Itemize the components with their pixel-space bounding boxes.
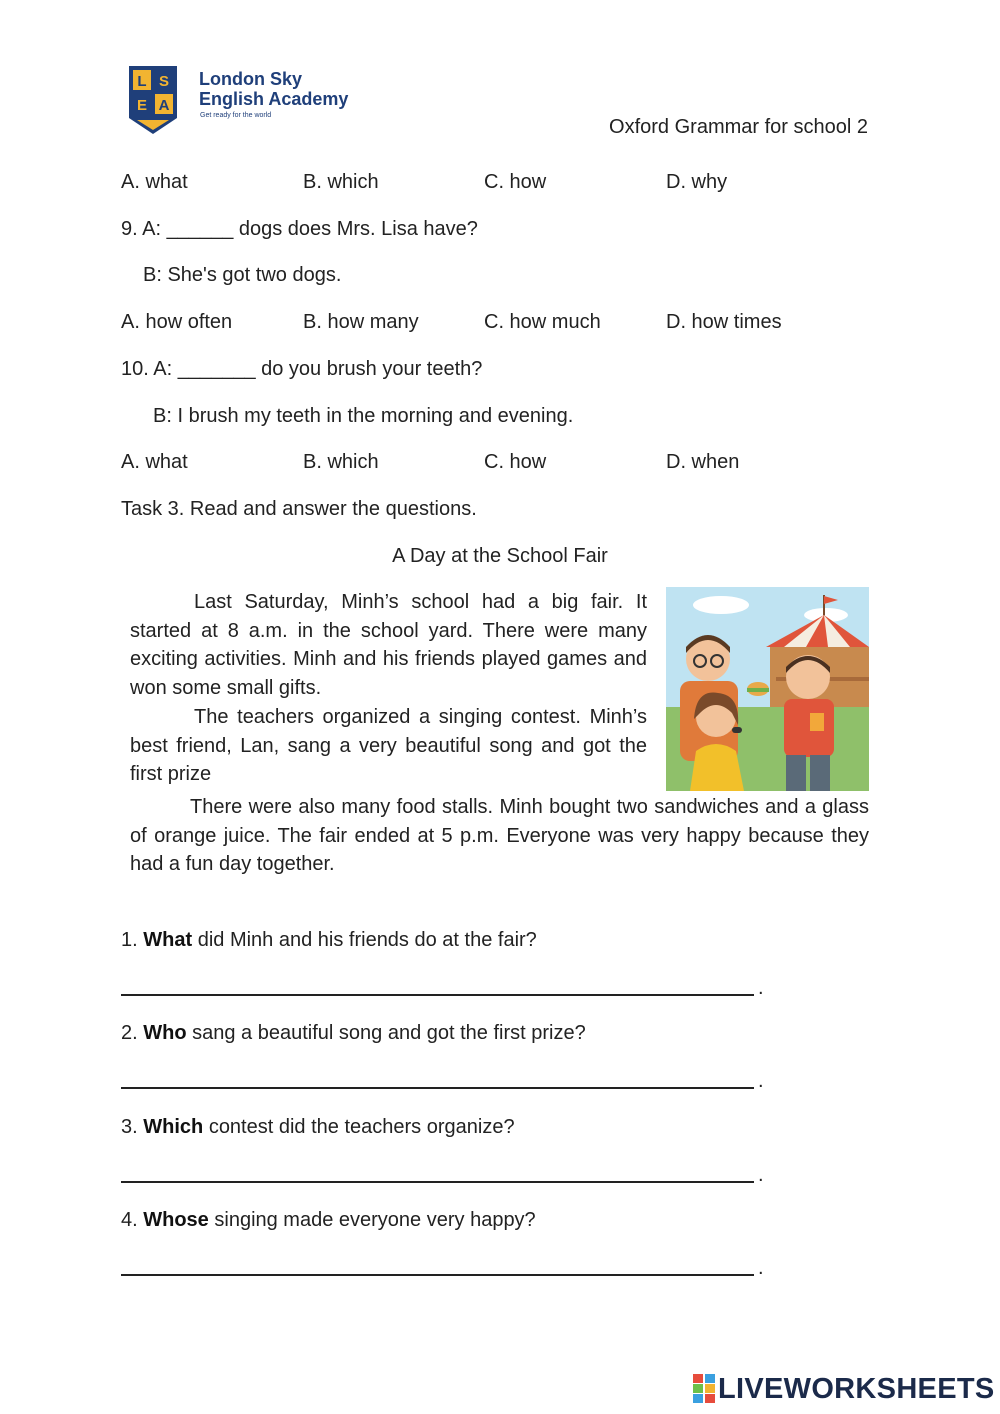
answer-3-period: .: [758, 1164, 764, 1186]
q8-option-b: B. which: [303, 171, 379, 193]
answer-line-4[interactable]: [121, 1274, 754, 1276]
subject-title: Oxford Grammar for school 2: [609, 116, 868, 138]
q9-option-c: C. how much: [484, 311, 601, 333]
logo-letter-e: E: [136, 97, 148, 114]
q8-option-c: C. how: [484, 171, 547, 193]
q9-answer: B: She's got two dogs.: [143, 264, 342, 286]
story-paragraph-1: Last Saturday, Minh’s school had a big fair. It started at 8 a.m. in the school yard. There were many exciting activities. Minh and his friends played games and won some small gifts.: [130, 591, 647, 700]
logo-letter-l: L: [137, 73, 147, 90]
logo-letter-s: S: [158, 73, 170, 90]
q10-option-d: D. when: [666, 451, 740, 473]
story-paragraph-2: The teachers organized a singing contest. Minh’s best friend, Lan, sang a very beautiful song and got the first prize: [130, 706, 647, 786]
q10-option-b: B. which: [303, 451, 379, 473]
q10-option-a: A. what: [121, 451, 188, 473]
question-1: [121, 928, 537, 952]
question-1-text: did Minh and his friends do at the fair?: [197, 929, 537, 951]
question-4: [121, 1208, 536, 1232]
question-2-text: sang a beautiful song and got the first prize?: [192, 1022, 586, 1044]
answer-line-1[interactable]: [121, 994, 754, 996]
answer-line-2[interactable]: [121, 1087, 754, 1089]
q9-option-a: A. how often: [121, 311, 233, 333]
q9-option-b: B. how many: [303, 311, 419, 333]
answer-1-period: .: [758, 977, 764, 999]
story-title: A Day at the School Fair: [392, 545, 608, 567]
q9-option-d: D. how times: [666, 311, 782, 333]
question-3: [121, 1115, 515, 1139]
school-fair-illustration: [666, 587, 869, 791]
logo-name-line1: London Sky: [199, 69, 302, 89]
academy-logo-shield: [129, 66, 177, 134]
question-1-number: 1.: [121, 929, 138, 951]
question-2-keyword: Who: [143, 1022, 187, 1044]
logo-name-line2: English Academy: [199, 89, 349, 109]
q10-answer: B: I brush my teeth in the morning and evening.: [153, 405, 574, 427]
story-paragraph-3: There were also many food stalls. Minh bought two sandwiches and a glass of orange juice. The fair ended at 5 p.m. Everyone was very happy because they had a fun day together.: [130, 796, 869, 876]
task3-heading: Task 3. Read and answer the questions.: [121, 498, 477, 520]
question-3-keyword: Which: [143, 1116, 204, 1138]
q8-option-d: D. why: [666, 171, 728, 193]
logo-tagline: Get ready for the world: [200, 112, 272, 119]
liveworksheets-brand: LIVEWORKSHEETS: [718, 1373, 995, 1405]
question-2-number: 2.: [121, 1022, 138, 1044]
q9-question: 9. A: ______ dogs does Mrs. Lisa have?: [121, 218, 478, 240]
liveworksheets-logo-icon: [693, 1374, 715, 1404]
answer-2-period: .: [758, 1070, 764, 1092]
q10-option-c: C. how: [484, 451, 547, 473]
question-4-number: 4.: [121, 1209, 138, 1231]
answer-line-3[interactable]: [121, 1181, 754, 1183]
question-1-keyword: What: [143, 929, 193, 951]
q10-question: 10. A: _______ do you brush your teeth?: [121, 358, 483, 380]
question-3-text: contest did the teachers organize?: [208, 1116, 515, 1138]
question-2: [121, 1021, 586, 1045]
logo-letter-a: A: [158, 97, 170, 114]
question-4-keyword: Whose: [143, 1209, 209, 1231]
question-4-text: singing made everyone very happy?: [214, 1209, 536, 1231]
answer-4-period: .: [758, 1257, 764, 1279]
question-3-number: 3.: [121, 1116, 138, 1138]
q8-option-a: A. what: [121, 171, 188, 193]
